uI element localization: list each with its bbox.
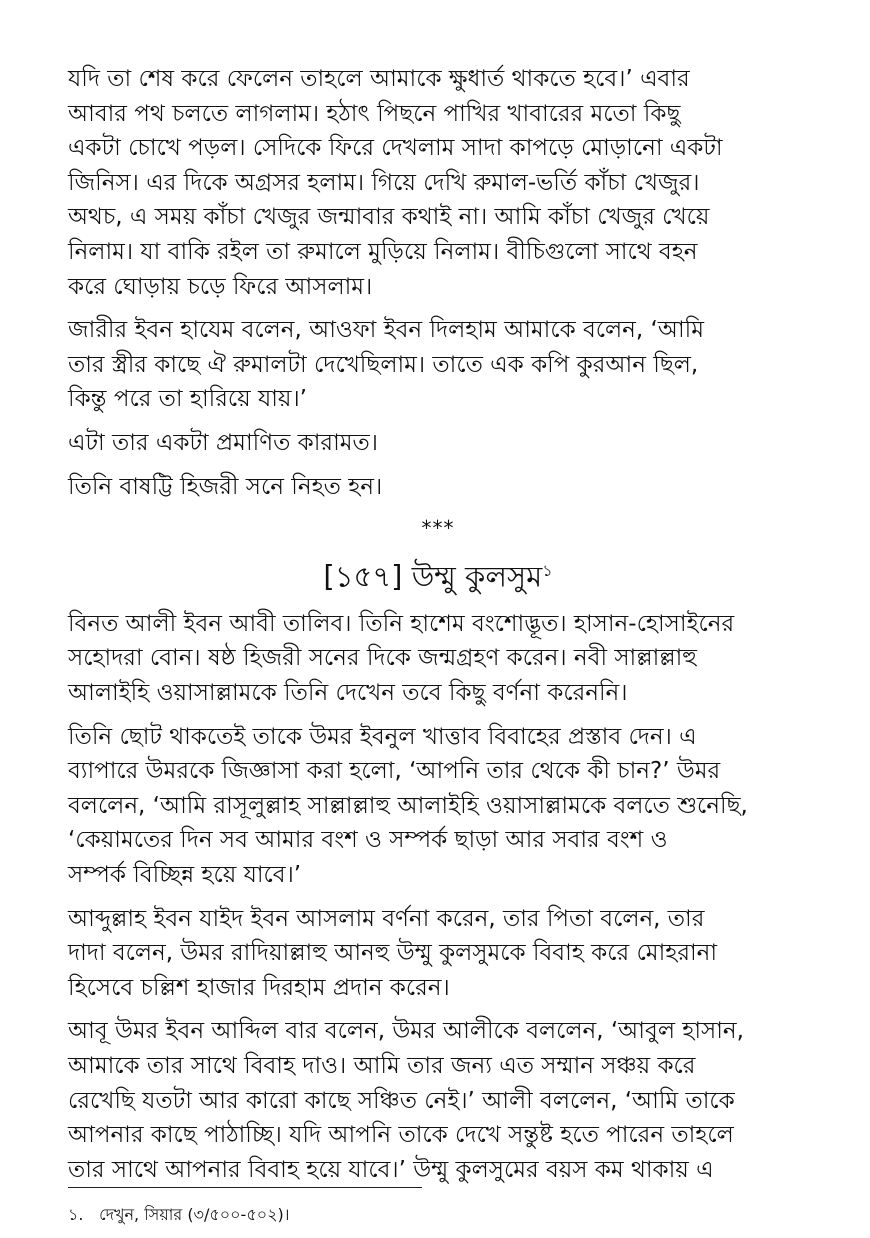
- text-line: সহোদরা বোন। ষষ্ঠ হিজরী সনের দিকে জন্মগ্রহণ করেন। নবী সাল্লাল্লাহু: [68, 645, 697, 672]
- chapter-title: উম্মু কুলসুম: [411, 559, 543, 594]
- paragraph-2: [68, 313, 808, 417]
- paragraph-6: [68, 720, 808, 893]
- text-line: একটা চোখে পড়ল। সেদিকে ফিরে দেখলাম সাদা কাপড়ে মোড়ানো একটা: [68, 135, 723, 162]
- paragraph-5: [68, 607, 808, 711]
- text-line: করে ঘোড়ায় চড়ে ফিরে আসলাম।: [68, 273, 373, 300]
- text-line: যদি তা শেষ করে ফেলেন তাহলে আমাকে ক্ষুধার্ত থাকতে হবে।’ এবার: [68, 66, 690, 92]
- text-line: অথচ, এ সময় কাঁচা খেজুর জন্মাবার কথাই না। আমি কাঁচা খেজুর খেয়ে: [68, 204, 710, 231]
- text-line: আবূ উমর ইবন আব্দিল বার বলেন, উমর আলীকে বললেন, ‘আবুল হাসান,: [68, 1018, 744, 1045]
- text-line: তিনি বাষট্টি হিজরী সনে নিহত হন।: [68, 473, 383, 500]
- paragraph-4: [68, 470, 808, 505]
- footnote-number: ১.: [68, 1205, 84, 1224]
- text-line: তিনি ছোট থাকতেই তাকে উমর ইবনুল খাত্তাব বিবাহের প্রস্তাব দেন। এ: [68, 723, 697, 750]
- text-line: আপনার কাছে পাঠাচ্ছি। যদি আপনি তাকে দেখে সন্তুষ্ট হতে পারেন তাহলে: [68, 1122, 734, 1149]
- text-line: হিসেবে চল্লিশ হাজার দিরহাম প্রদান করেন।: [68, 974, 450, 1001]
- text-line: জারীর ইবন হাযেম বলেন, আওফা ইবন দিলহাম আমাকে বলেন, ‘আমি: [68, 317, 705, 344]
- paragraph-8: [68, 1014, 808, 1187]
- text-line: বিনত আলী ইবন আবী তালিব। তিনি হাশেম বংশোদ্ভূত। হাসান-হোসাইনের: [68, 610, 735, 637]
- text-line: দাদা বলেন, উমর রাদিয়াল্লাহু আনহু উম্মু কুলসুমকে বিবাহ করে মোহরানা: [68, 940, 718, 967]
- text-line: আলাইহি ওয়াসাল্লামকে তিনি দেখেন তবে কিছু বর্ণনা করেননি।: [68, 679, 628, 706]
- footnote-reference: ১: [542, 561, 553, 581]
- text-line: নিলাম। যা বাকি রইল তা রুমালে মুড়িয়ে নিলাম। বীচিগুলো সাথে বহন: [68, 238, 698, 265]
- text-line: কিন্তু পরে তা হারিয়ে যায়।’: [68, 386, 307, 413]
- section-separator: ***: [421, 516, 455, 541]
- page-body: [68, 62, 808, 1196]
- text-line: আমাকে তার সাথে বিবাহ দাও। আমি তার জন্য এত সম্মান সঞ্চয় করে: [68, 1052, 696, 1079]
- text-line: সম্পর্ক বিচ্ছিন্ন হয়ে যাবে।’: [68, 861, 302, 888]
- text-line: রেখেছি যতটা আর কারো কাছে সঞ্চিত নেই।’ আলী বললেন, ‘আমি তাকে: [68, 1087, 735, 1114]
- text-line: তার সাথে আপনার বিবাহ হয়ে যাবে।’ উম্মু কুলসুমের বয়স কম থাকায় এ: [68, 1156, 714, 1183]
- text-line: ‘কেয়ামতের দিন সব আমার বংশ ও সম্পর্ক ছাড়া আর সবার বংশ ও: [68, 827, 668, 854]
- chapter-number: [১৫৭]: [323, 559, 403, 594]
- paragraph-7: [68, 902, 808, 1006]
- text-line: তার স্ত্রীর কাছে ঐ রুমালটা দেখেছিলাম। তাতে এক কপি কুরআন ছিল,: [68, 351, 699, 378]
- text-line: এটা তার একটা প্রমাণিত কারামত।: [68, 429, 378, 456]
- text-line: জিনিস। এর দিকে অগ্রসর হলাম। গিয়ে দেখি রুমাল-ভর্তি কাঁচা খেজুর।: [68, 169, 700, 196]
- footnote-text: দেখুন, সিয়ার (৩/৫০০-৫০২)।: [99, 1205, 290, 1224]
- paragraph-1: [68, 62, 808, 304]
- paragraph-3: [68, 426, 808, 461]
- footnote: [68, 1204, 289, 1226]
- text-line: আব্দুল্লাহ ইবন যাইদ ইবন আসলাম বর্ণনা করেন, তার পিতা বলেন, তার: [68, 905, 705, 932]
- text-line: বললেন, ‘আমি রাসূলুল্লাহ সাল্লাল্লাহু আলাইহি ওয়াসাল্লামকে বলতে শুনেছি,: [68, 792, 748, 819]
- chapter-heading: [68, 551, 808, 597]
- footnote-divider: [68, 1187, 422, 1188]
- text-line: ব্যাপারে উমরকে জিজ্ঞাসা করা হলো, ‘আপনি তার থেকে কী চান?’ উমর: [68, 758, 721, 785]
- text-line: আবার পথ চলতে লাগলাম। হঠাৎ পিছনে পাখির খাবারের মতো কিছু: [68, 100, 681, 127]
